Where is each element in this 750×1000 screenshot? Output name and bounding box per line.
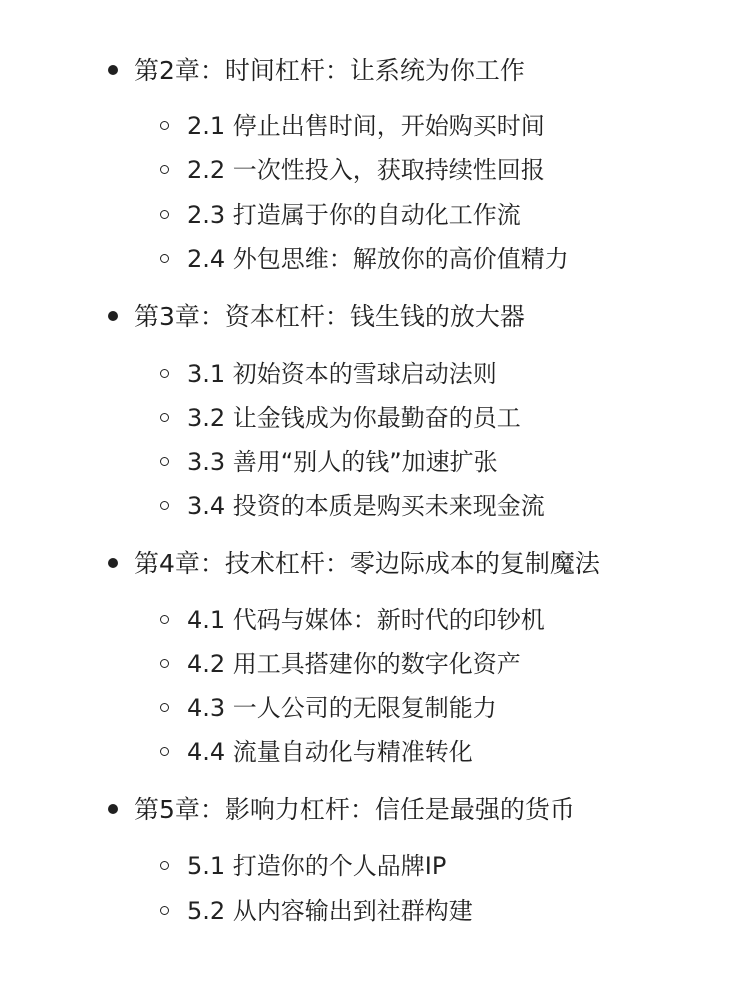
section-item [160, 734, 473, 770]
section-item [160, 197, 521, 233]
bullet-circle-icon [160, 121, 169, 130]
section-label: 5.1 打造你的个人品牌IP [187, 852, 447, 880]
section-item [160, 848, 446, 884]
section-label: 4.3 一人公司的无限复制能力 [187, 694, 497, 722]
bullet-circle-icon [160, 457, 169, 466]
bullet-circle-icon [160, 659, 169, 668]
section-label: 3.1 初始资本的雪球启动法则 [187, 360, 497, 388]
chapter-heading [108, 299, 525, 335]
section-item [160, 400, 521, 436]
bullet-circle-icon [160, 615, 169, 624]
bullet-circle-icon [160, 254, 169, 263]
section-item [160, 646, 521, 682]
section-label: 4.4 流量自动化与精准转化 [187, 738, 473, 766]
section-label: 2.2 一次性投入，获取持续性回报 [187, 156, 545, 184]
section-item [160, 893, 473, 929]
chapter-label: 第3章：资本杠杆：钱生钱的放大器 [134, 302, 525, 331]
bullet-circle-icon [160, 165, 169, 174]
section-label: 3.3 善用“别人的钱”加速扩张 [187, 448, 498, 476]
chapter-label: 第4章：技术杠杆：零边际成本的复制魔法 [134, 549, 600, 578]
section-item [160, 488, 545, 524]
section-item [160, 444, 498, 480]
chapter-heading [108, 53, 525, 89]
bullet-circle-icon [160, 703, 169, 712]
section-item [160, 602, 545, 638]
chapter-label: 第2章：时间杠杆：让系统为你工作 [134, 56, 525, 85]
section-item [160, 356, 497, 392]
bullet-disc-icon [108, 804, 118, 814]
section-item [160, 152, 545, 188]
bullet-circle-icon [160, 501, 169, 510]
chapter-label: 第5章：影响力杠杆：信任是最强的货币 [134, 795, 575, 824]
section-label: 2.1 停止出售时间，开始购买时间 [187, 112, 545, 140]
section-item [160, 108, 545, 144]
section-label: 5.2 从内容输出到社群构建 [187, 897, 473, 925]
bullet-disc-icon [108, 311, 118, 321]
bullet-circle-icon [160, 210, 169, 219]
bullet-circle-icon [160, 369, 169, 378]
section-label: 2.4 外包思维：解放你的高价值精力 [187, 245, 569, 273]
chapter-heading [108, 792, 575, 828]
bullet-circle-icon [160, 413, 169, 422]
section-label: 4.2 用工具搭建你的数字化资产 [187, 650, 521, 678]
bullet-disc-icon [108, 558, 118, 568]
section-label: 3.2 让金钱成为你最勤奋的员工 [187, 404, 521, 432]
chapter-heading [108, 546, 600, 582]
bullet-disc-icon [108, 65, 118, 75]
bullet-circle-icon [160, 747, 169, 756]
bullet-circle-icon [160, 906, 169, 915]
section-label: 4.1 代码与媒体：新时代的印钞机 [187, 606, 545, 634]
section-label: 3.4 投资的本质是购买未来现金流 [187, 492, 545, 520]
section-label: 2.3 打造属于你的自动化工作流 [187, 201, 521, 229]
section-item [160, 690, 497, 726]
section-item [160, 241, 569, 277]
bullet-circle-icon [160, 861, 169, 870]
